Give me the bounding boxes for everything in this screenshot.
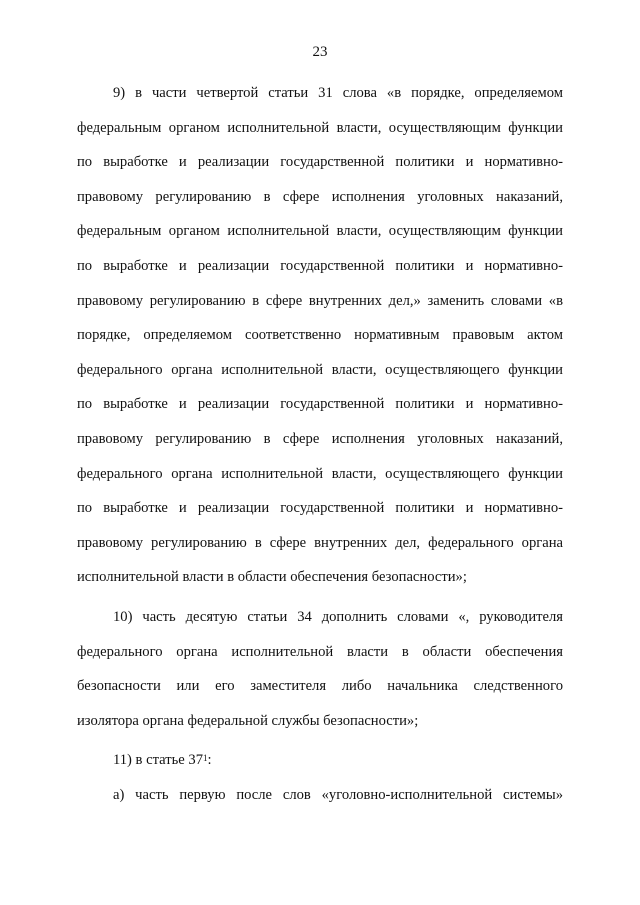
text-line: 9) в части четвертой статьи 31 слова «в порядке, определяемом [113, 85, 563, 101]
text-line: изолятора органа федеральной службы безопасности»; [77, 712, 419, 729]
superscript: 1 [203, 753, 208, 764]
text-line [77, 743, 563, 778]
paragraph-item-11 [77, 743, 563, 812]
text-line: правовому регулированию в сфере внутренних дел, федерального органа [77, 534, 563, 551]
text-line: правовому регулированию в сфере внутренних дел,» заменить словами «в [77, 292, 563, 309]
text-line: а) часть первую после слов «уголовно-исполнительной системы» [113, 786, 563, 803]
document-body [77, 76, 563, 812]
text-line: федерального органа исполнительной власти, осуществляющего функции [77, 465, 563, 482]
text-line: федеральным органом исполнительной власти, осуществляющим функции [77, 119, 563, 136]
text-line: по выработке и реализации государственной политики и нормативно- [77, 396, 563, 413]
text-line: по выработке и реализации государственной политики и нормативно- [77, 500, 563, 517]
text-line: 10) часть десятую статьи 34 дополнить словами «, руководителя [113, 608, 563, 625]
text-line: по выработке и реализации государственной политики и нормативно- [77, 257, 563, 274]
text-line: правовому регулированию в сфере исполнения уголовных наказаний, [77, 188, 563, 205]
text-line: безопасности или его заместителя либо начальника следственного [77, 678, 563, 695]
text-line: федерального органа исполнительной власти в области обеспечения [77, 643, 563, 660]
text-line: порядке, определяемом соответственно нормативным правовым актом [77, 327, 563, 344]
text-line: исполнительной власти в области обеспечения безопасности»; [77, 569, 467, 586]
text-line: по выработке и реализации государственной политики и нормативно- [77, 154, 563, 171]
text-line: правовому регулированию в сфере исполнения уголовных наказаний, [77, 430, 563, 447]
text-line: федерального органа исполнительной власти, осуществляющего функции [77, 361, 563, 378]
paragraph-item-9 [77, 76, 563, 595]
article-ref: 11) в статье 37 [113, 752, 203, 769]
paragraph-item-10 [77, 600, 563, 738]
line-tail: : [207, 752, 212, 769]
text-line: федеральным органом исполнительной власти, осуществляющим функции [77, 223, 563, 240]
page-number: 23 [312, 44, 328, 60]
